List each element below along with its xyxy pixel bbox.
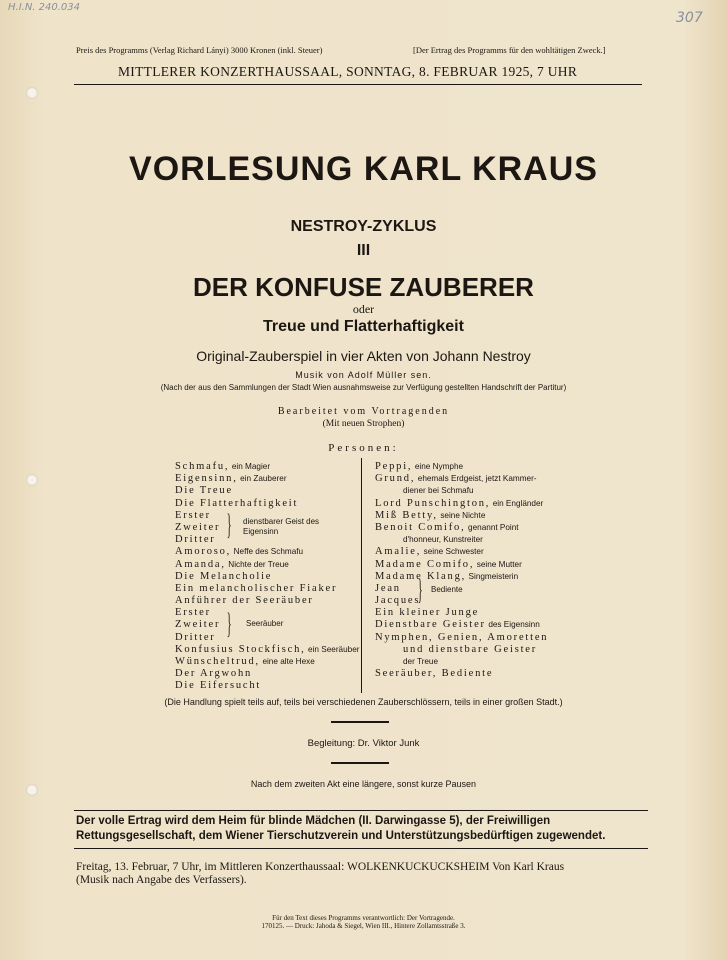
person-name: Zweiter	[175, 521, 221, 533]
person-row	[375, 473, 565, 485]
brace: }	[226, 508, 232, 541]
person-row	[375, 644, 565, 656]
person-row	[175, 643, 360, 656]
punch-hole	[26, 474, 38, 486]
person-name: Jean	[375, 582, 401, 594]
persons-divider	[361, 458, 362, 693]
person-description: Nichte der Treue	[228, 559, 289, 569]
person-row	[175, 583, 357, 595]
person-name: Anführer der Seeräuber	[175, 595, 314, 607]
person-description: d'honneur, Kunstreiter	[403, 535, 483, 545]
next-event-line-2: (Musik nach Angabe des Verfassers).	[76, 874, 247, 886]
person-description: Neffe des Schmafu	[233, 547, 304, 557]
person-name: Die Eifersucht	[175, 680, 262, 692]
brace: }	[417, 573, 423, 606]
page-title: VORLESUNG KARL KRAUS	[129, 150, 598, 188]
person-row	[375, 498, 565, 510]
person-row	[375, 461, 565, 473]
person-row	[375, 485, 565, 497]
ornament-rule	[331, 762, 389, 764]
person-row	[375, 510, 565, 522]
person-name: Ein kleiner Junge	[375, 607, 480, 619]
person-name: Lord Punschington,	[375, 497, 491, 509]
person-row	[375, 619, 565, 631]
header-rule	[74, 84, 642, 85]
punch-hole	[26, 87, 38, 99]
setting-note: (Die Handlung spielt teils auf, teils bei verschiedenen Zauberschlössern, teils in einer großen Stadt.)	[164, 697, 563, 707]
imprint-line-2: 170125. — Druck: Jahoda & Siegel, Wien III., Hintere Zollamtsstraße 3.	[261, 922, 466, 930]
play-subtitle: Treue und Flatterhaftigkeit	[263, 318, 464, 335]
oder-word: oder	[352, 302, 375, 316]
next-event-line-1: Freitag, 13. Februar, 7 Uhr, im Mittleren Konzerthaussaal: WOLKENKUCKUCKSHEIM Von Karl Kraus	[76, 861, 565, 873]
music-line: Musik von Adolf Müller sen.	[295, 370, 432, 380]
person-name: Peppi,	[375, 461, 413, 472]
person-description: eine Nymphe	[414, 462, 464, 471]
person-description: eine alte Hexe	[262, 657, 315, 666]
person-description: ein Engländer	[492, 498, 544, 508]
person-description: seine Nichte	[440, 510, 486, 520]
person-name: Zweiter	[175, 619, 221, 631]
person-row	[175, 595, 357, 607]
person-description: des Eigensinn	[488, 620, 540, 630]
person-row	[175, 668, 357, 680]
adaptation-line: Bearbeitet vom Vortragenden	[277, 406, 450, 417]
pause-note: Nach dem zweiten Akt eine längere, sonst kurze Pausen	[250, 779, 477, 789]
person-description: ehemals Erdgeist, jetzt Kammer-	[417, 474, 537, 484]
person-row	[175, 607, 357, 619]
charity-line-1: Der volle Ertrag wird dem Heim für blinde Mädchen (II. Darwingasse 5), der Freiwilligen	[76, 815, 551, 827]
accompaniment: Begleitung: Dr. Viktor Junk	[307, 738, 420, 749]
person-row	[175, 546, 357, 558]
person-description: genannt Point	[468, 522, 519, 532]
person-name: Benoit Comifo,	[375, 521, 466, 533]
persons-heading: Personen:	[328, 442, 399, 454]
persons-right-list	[375, 461, 565, 680]
music-note: (Nach der aus den Sammlungen der Stadt Wien ausnahmsweise zur Verfügung gestellten Handschrift der Partitur)	[160, 383, 567, 392]
person-name: und dienstbare Geister	[403, 643, 538, 655]
person-name: Madame Comifo,	[375, 558, 475, 570]
brace-note-pirates: Seeräuber	[246, 619, 284, 628]
venue-line: MITTLERER KONZERTHAUSSAAL, SONNTAG, 8. FEBRUAR 1925, 7 UHR	[118, 64, 578, 79]
person-row	[175, 559, 357, 571]
person-row	[175, 680, 357, 692]
archive-mark: H.I.N. 240.034	[8, 2, 81, 13]
person-name: Amoroso,	[175, 546, 232, 558]
person-name: Dienstbare Geister	[375, 619, 486, 631]
person-row	[375, 559, 565, 571]
person-row	[375, 522, 565, 534]
cycle-name: NESTROY-ZYKLUS	[290, 218, 437, 235]
person-row	[175, 656, 357, 668]
charity-rule-bottom	[74, 848, 648, 849]
person-row	[375, 534, 565, 546]
person-description: seine Schwester	[423, 547, 484, 557]
brace: }	[226, 607, 232, 640]
person-row	[375, 571, 565, 583]
person-description: diener bei Schmafu	[403, 486, 474, 496]
person-name: Jacques	[375, 595, 421, 607]
genre-line: Original-Zauberspiel in vier Akten von Johann Nestroy	[196, 348, 531, 364]
person-name: Schmafu,	[175, 461, 230, 472]
person-name: Madame Klang,	[375, 570, 467, 582]
person-name: Grund,	[375, 473, 416, 485]
imprint-line-1: Für den Text dieses Programms verantwortlich: Der Vortragende.	[272, 914, 455, 922]
person-row	[175, 461, 357, 473]
person-description: ein Zauberer	[240, 474, 287, 484]
person-name: Eigensinn,	[175, 473, 238, 485]
person-name: Amalie,	[375, 546, 422, 558]
adaptation-note: (Mit neuen Strophen)	[322, 419, 405, 429]
person-name: Dritter	[175, 631, 216, 643]
play-title: DER KONFUSE ZAUBERER	[193, 272, 534, 302]
person-name: Nymphen, Genien, Amoretten	[375, 631, 549, 643]
person-description: ein Seeräuber	[308, 644, 360, 654]
person-row	[175, 498, 357, 510]
person-name: Erster	[175, 607, 211, 619]
person-row	[175, 473, 357, 485]
person-description: seine Mutter	[476, 559, 522, 569]
person-name: Die Flatterhaftigkeit	[175, 497, 299, 509]
person-row	[175, 632, 357, 644]
person-row	[175, 571, 357, 583]
person-name: Konfusius Stockfisch,	[175, 643, 306, 655]
person-row	[375, 656, 565, 668]
person-name: Die Treue	[175, 485, 233, 497]
charity-line-2: Rettungsgesellschaft, dem Wiener Tierschutzverein und Unterstützungsbedürftigen zugewendet.	[76, 830, 606, 842]
person-row	[375, 595, 565, 607]
person-name: Amanda,	[175, 558, 226, 570]
person-row	[175, 485, 357, 497]
brace-note-servants-right: Bediente	[431, 585, 463, 594]
person-row	[375, 668, 565, 680]
person-name: Seeräuber, Bediente	[375, 668, 494, 680]
person-name: Wünscheltrud,	[175, 656, 260, 667]
person-description: Singmeisterin	[468, 571, 519, 581]
page-number: 307	[676, 10, 703, 26]
person-row	[375, 607, 565, 619]
person-row	[375, 632, 565, 644]
price-note: Preis des Programms (Verlag Richard Lányi) 3000 Kronen (inkl. Steuer)	[76, 45, 323, 55]
proceeds-note: [Der Ertrag des Programms für den wohltätigen Zweck.]	[413, 45, 606, 55]
person-name: Der Argwohn	[175, 668, 253, 680]
cycle-number: III	[356, 242, 371, 259]
person-row	[375, 546, 565, 558]
person-name: Miß Betty,	[375, 509, 438, 521]
person-name: Erster	[175, 509, 211, 521]
persons-left-list	[175, 461, 360, 693]
person-name: Ein melancholischer Fiaker	[175, 582, 338, 594]
person-description: der Treue	[403, 657, 439, 666]
ornament-rule	[331, 721, 389, 723]
person-description: ein Magier	[231, 462, 271, 471]
person-row	[375, 583, 565, 595]
person-name: Die Melancholie	[175, 570, 273, 582]
person-name: Dritter	[175, 534, 216, 546]
charity-rule-top	[74, 810, 648, 811]
brace-note-servants: dienstbarer Geist des Eigensinn	[243, 517, 320, 536]
